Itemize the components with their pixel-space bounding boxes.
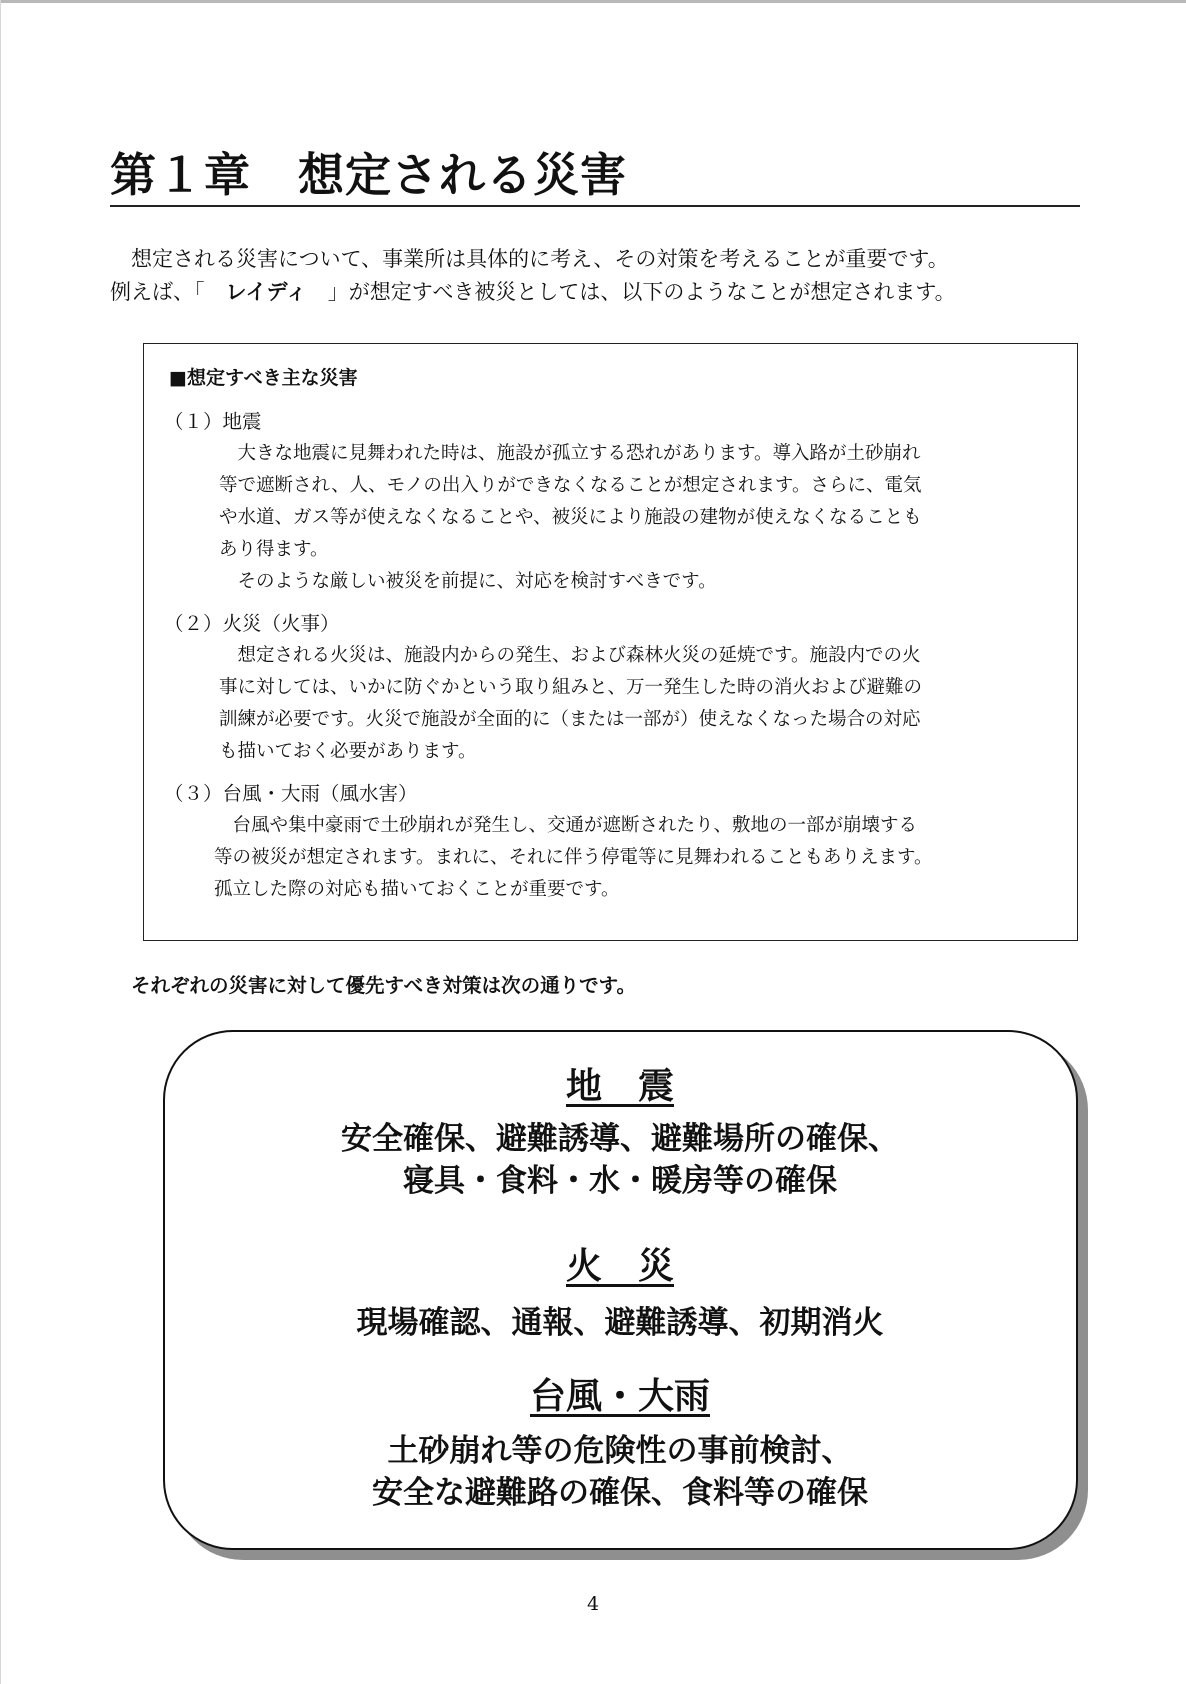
intro-line-2-prefix: 例えば、「 [110, 280, 226, 304]
section-line: そのような厳しい被災を前提に、対応を検討すべきです。 [219, 571, 717, 592]
page-top-border [0, 0, 1186, 3]
summary-body [165, 1302, 1075, 1344]
section-line: 事に対しては、いかに防ぐかという取り組みと、万一発生した時の消火および避難の [219, 677, 923, 698]
section-line: も描いておく必要があります。 [219, 741, 477, 762]
disaster-box-title: ■想定すべき主な災害 [169, 367, 358, 389]
title-underline [110, 205, 1080, 207]
section-line: 訓練が必要です。火災で施設が全面的に（または一部が）使えなくなった場合の対応 [219, 709, 921, 730]
summary-line: 土砂崩れ等の危険性の事前検討、 [387, 1433, 853, 1469]
intro-line-2-suffix: 」が想定すべき被災としては、以下のようなことが想定されます。 [306, 280, 956, 304]
section-line: 等の被災が想定されます。まれに、それに伴う停電等に見舞われることもありえます。 [214, 847, 933, 868]
chapter-title: 第１章 想定される災害 [110, 148, 627, 202]
page-left-border [0, 0, 1, 1684]
summary-line: 安全な避難路の確保、食料等の確保 [372, 1475, 868, 1511]
summary-heading: 火 災 [565, 1246, 674, 1287]
summary-heading: 台風・大雨 [529, 1376, 710, 1417]
section-line: 孤立した際の対応も描いておくことが重要です。 [214, 879, 620, 900]
summary-body [165, 1430, 1075, 1514]
summary-fire [165, 1244, 1075, 1344]
summary-box [163, 1030, 1078, 1550]
section-body [219, 640, 1064, 768]
section-body [219, 438, 1064, 598]
summary-heading: 地 震 [565, 1066, 674, 1107]
section-heading: （３）台風・大雨（風水害） [164, 782, 418, 805]
section-fire [164, 608, 1064, 768]
section-line: あり得ます。 [219, 539, 329, 560]
summary-typhoon [165, 1374, 1075, 1514]
section-heading: （２）火災（火事） [164, 612, 340, 635]
section-earthquake [164, 406, 1064, 598]
summary-body [165, 1118, 1075, 1202]
section-line: 大きな地震に見舞われた時は、施設が孤立する恐れがあります。導入路が土砂崩れ [219, 443, 921, 464]
section-heading: （１）地震 [164, 410, 262, 433]
summary-line: 寝具・食料・水・暖房等の確保 [403, 1163, 837, 1199]
intro-line-1: 想定される災害について、事業所は具体的に考え、その対策を考えることが重要です。 [110, 247, 949, 271]
section-line: 等で遮断され、人、モノの出入りができなくなることが想定されます。さらに、電気 [219, 475, 922, 496]
facility-name: レイディ [225, 280, 307, 304]
section-body [214, 810, 1064, 906]
section-line: 台風や集中豪雨で土砂崩れが発生し、交通が遮断されたり、敷地の一部が崩壊する [214, 815, 918, 836]
intro-line-2 [110, 276, 1090, 309]
intro-paragraph [110, 243, 1090, 309]
summary-earthquake [165, 1064, 1075, 1202]
section-typhoon [164, 778, 1064, 906]
section-line: や水道、ガス等が使えなくなることや、被災により施設の建物が使えなくなることも [219, 507, 922, 528]
disaster-box [143, 343, 1078, 941]
summary-line: 現場確認、通報、避難誘導、初期消火 [356, 1305, 884, 1341]
summary-line: 安全確保、避難誘導、避難場所の確保、 [341, 1121, 899, 1157]
lead-text: それぞれの災害に対して優先すべき対策は次の通りです。 [131, 974, 637, 997]
page-number: 4 [586, 1593, 600, 1615]
section-line: 想定される火災は、施設内からの発生、および森林火災の延焼です。施設内での火 [219, 645, 921, 666]
